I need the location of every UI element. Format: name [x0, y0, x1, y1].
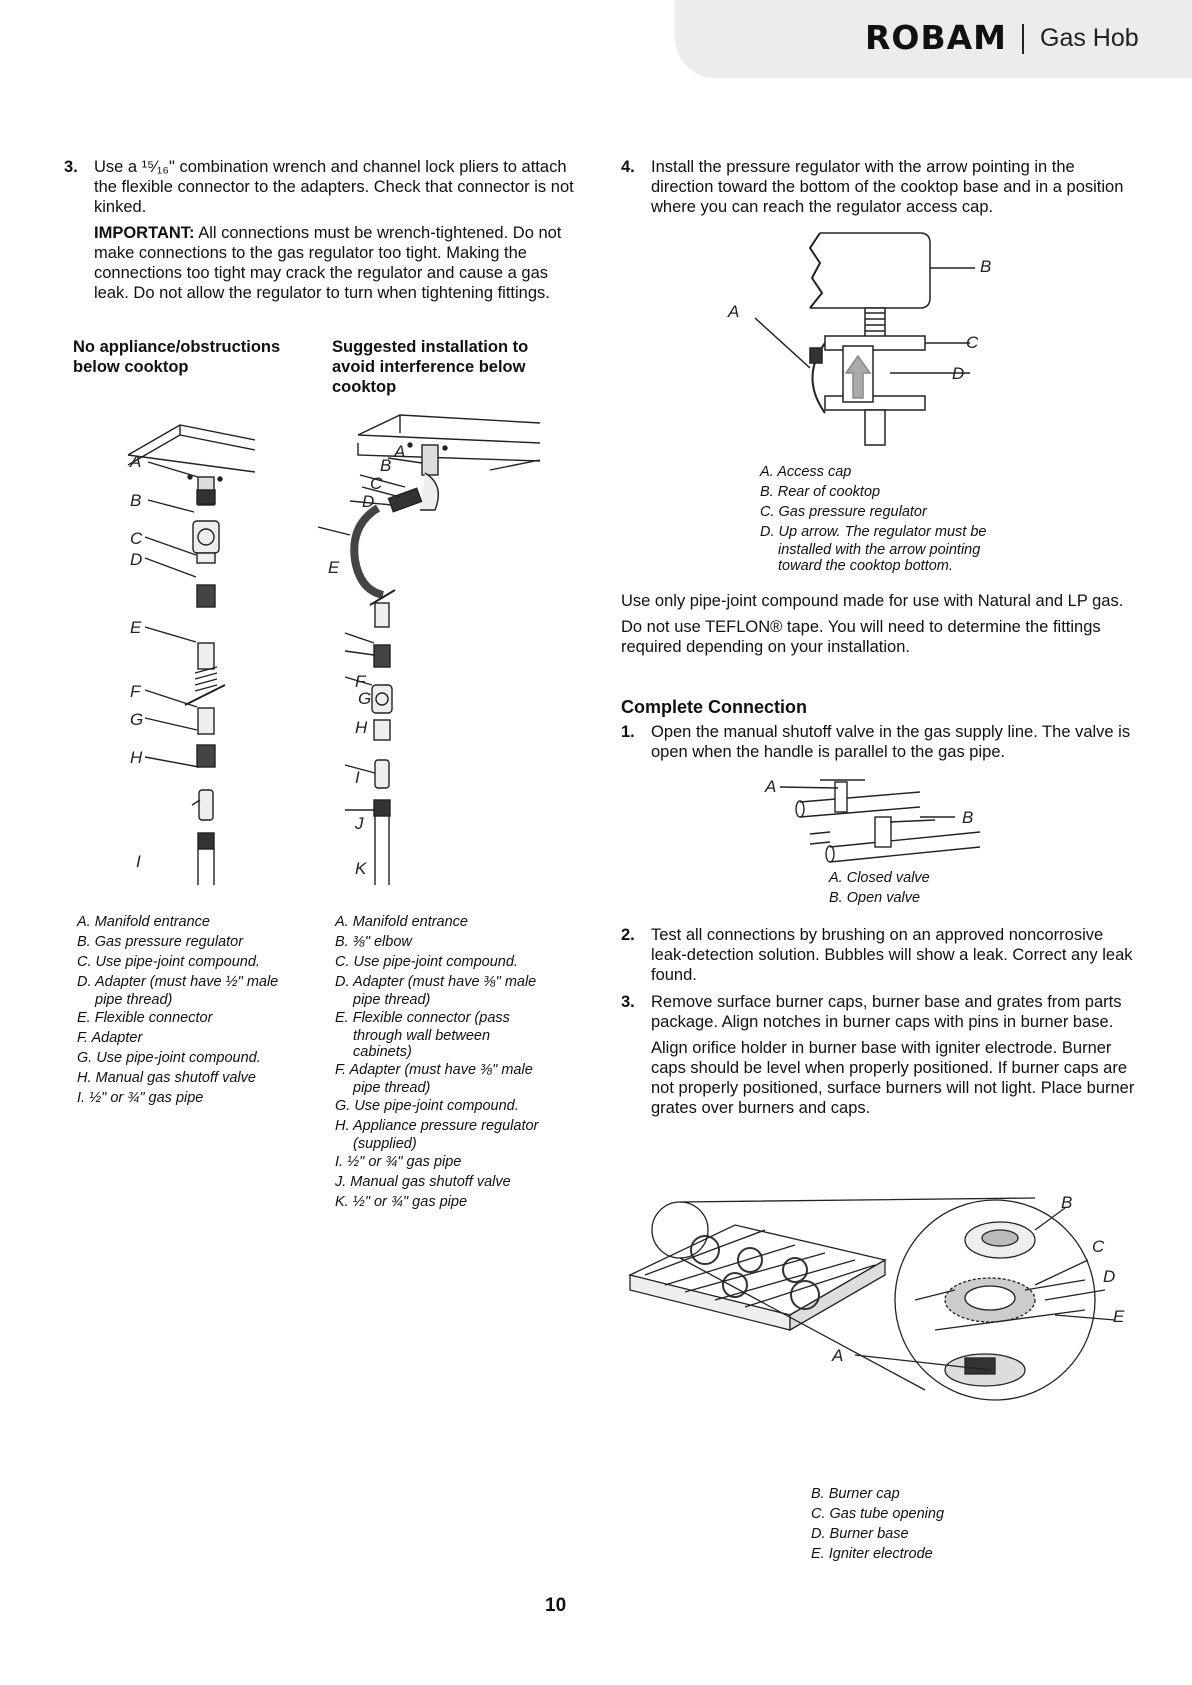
elbow: [420, 473, 438, 510]
svg-text:A: A: [728, 302, 740, 321]
important-text: All connections must be wrench-tightened. Do not make connections to the gas regulator too tight. Making the connections too tight may crack the regulator and cause a gas leak. Do not allow the regulator to turn when tightening fittings.: [94, 224, 562, 302]
svg-text:D: D: [362, 492, 375, 511]
svg-text:K: K: [355, 859, 367, 878]
svg-text:A: A: [130, 452, 142, 471]
col1-callouts: [129, 452, 143, 871]
complete-connection-heading: Complete Connection: [621, 697, 808, 717]
regulator-diagram: [728, 228, 1010, 456]
product-name: Gas Hob: [1040, 24, 1139, 52]
adapter-f-2: [374, 645, 390, 667]
cooktop-outline-1: [128, 425, 255, 472]
svg-text:G: G: [130, 710, 144, 729]
svg-text:C: C: [966, 333, 979, 352]
shutoff-valve-1: [199, 790, 213, 820]
flex-connector-top-1: [198, 643, 214, 669]
svg-text:E: E: [328, 558, 340, 577]
svg-text:D: D: [952, 364, 965, 383]
burner-legend: B. Burner cap C. Gas tube opening D. Burner base E. Igniter electrode: [811, 1486, 945, 1562]
page-number: 10: [545, 1595, 567, 1616]
cc-step-3: 3. Remove surface burner caps, burner base and grates from parts package. Align notches in burner caps with pins in burner base. Align orifice holder in burner base with igniter electrode. Burner caps should be level when properly positioned. If burner caps are not properly positioned, surface burners will not light. Place burner grates over burners and caps.: [621, 993, 1135, 1117]
svg-text:D: D: [1103, 1267, 1116, 1286]
compound-note: Use only pipe-joint compound made for use with Natural and LP gas. Do not use TEFLON® tape. You will need to determine the fittings required depending on your installation.: [621, 592, 1124, 656]
cc-step-2: 2. Test all connections by brushing on an approved noncorrosive leak-detection solution. Bubbles will show a leak. Correct any leak found.: [621, 926, 1133, 984]
closed-valve-handle: [835, 782, 847, 812]
regulator-1: [193, 521, 219, 553]
access-cap: [810, 348, 822, 363]
valve-callouts: [764, 777, 973, 827]
svg-text:B: B: [1061, 1193, 1073, 1212]
important-label: IMPORTANT:: [94, 224, 195, 242]
brand-logo: ROBAM: [865, 18, 1007, 57]
step-number: 3.: [64, 158, 78, 176]
svg-text:I: I: [355, 768, 360, 787]
svg-text:F: F: [130, 682, 141, 701]
step-text: Install the pressure regulator with the arrow pointing in the direction toward the bottom of the cooktop base and in a position where you can reach the regulator access cap.: [651, 158, 1124, 216]
installation-diagrams: [100, 415, 620, 900]
valve-legend: A. Closed valve B. Open valve: [829, 870, 930, 906]
cc-step-1: 1. Open the manual shutoff valve in the gas supply line. The valve is open when the handle is parallel to the gas pipe.: [621, 723, 1131, 761]
left-step-3: [64, 157, 584, 309]
svg-text:G: G: [358, 689, 372, 708]
svg-text:B: B: [980, 257, 992, 276]
rear-of-cooktop: [810, 233, 930, 308]
step-text: Use a ¹⁵⁄₁₆" combination wrench and channel lock pliers to attach the flexible connector to the adapters. Check that connector is not kinked.: [94, 158, 574, 216]
brand-separator: [1022, 24, 1024, 54]
manifold-entrance-2: [422, 445, 438, 475]
svg-text:H: H: [130, 748, 143, 767]
svg-text:A: A: [394, 442, 406, 461]
burner-diagram: [625, 1190, 1135, 1410]
svg-text:E: E: [130, 618, 142, 637]
important-note: [94, 223, 584, 303]
adapter-1: [197, 585, 215, 607]
gas-pressure-regulator: [825, 336, 925, 350]
gas-pipe-2: [375, 816, 389, 885]
svg-text:B: B: [962, 808, 974, 827]
svg-text:C: C: [130, 529, 143, 548]
right-step-4: [621, 157, 1141, 223]
zoom-source-circle: [652, 1202, 708, 1258]
svg-text:J: J: [355, 814, 364, 833]
svg-text:B: B: [380, 456, 392, 475]
svg-text:C: C: [370, 474, 383, 493]
adapter-f-1: [197, 745, 215, 767]
svg-text:C: C: [1092, 1237, 1105, 1256]
svg-text:I: I: [136, 852, 141, 871]
svg-text:A: A: [832, 1346, 844, 1365]
svg-text:F: F: [355, 672, 366, 691]
col2-title: Suggested installation to avoid interference below cooktop: [332, 338, 529, 396]
gas-tube-opening: [965, 1358, 995, 1374]
flex-connector-2: [354, 508, 383, 595]
svg-text:A: A: [765, 777, 777, 796]
svg-text:D: D: [130, 550, 143, 569]
col2-legend: A. Manifold entrance B. ⅜" elbow C. Use pipe-joint compound. D. Adapter (must have ⅜" male pipe thread) E. Flexible connector (pass through wall between cabinets) F. Adapter (must have ⅜" male pipe thread) G. Use pipe-joint compound. H. Appliance pressure regulator (supplied) I. ½" or ¾" gas pipe J. Manual gas shutoff valve K. ½" or ¾" gas pipe: [335, 914, 539, 1210]
svg-text:H: H: [355, 718, 368, 737]
shutoff-valve-2: [375, 760, 389, 788]
svg-text:E: E: [1113, 1307, 1125, 1326]
gas-pipe-1: [198, 849, 214, 885]
col1-legend: A. Manifold entrance B. Gas pressure regulator C. Use pipe-joint compound. D. Adapter (must have ½" male pipe thread) E. Flexible connector F. Adapter G. Use pipe-joint compound. H. Manual gas shutoff valve I. ½" or ¾" gas pipe: [77, 914, 279, 1106]
open-valve-handle: [875, 817, 891, 847]
svg-text:B: B: [130, 491, 142, 510]
valve-diagram: [765, 772, 980, 862]
appliance-regulator: [372, 685, 392, 713]
regulator-legend: A. Access cap B. Rear of cooktop C. Gas pressure regulator D. Up arrow. The regulator must be installed with the arrow pointing toward the cooktop bottom.: [760, 464, 987, 574]
step-number: 4.: [621, 158, 635, 176]
col1-title: No appliance/obstructions below cooktop: [73, 338, 281, 376]
